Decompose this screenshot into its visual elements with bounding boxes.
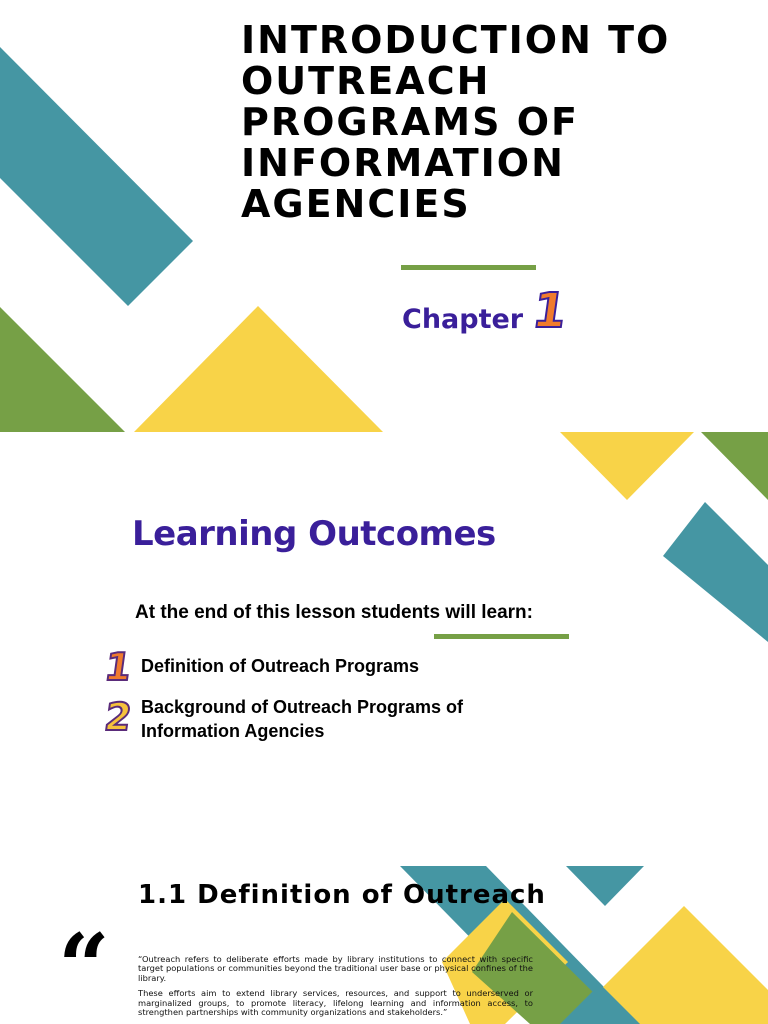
title-line: AGENCIES: [241, 182, 471, 226]
definition-quote: [138, 955, 533, 1023]
title-line: PROGRAMS OF: [241, 100, 579, 144]
teal-small-triangle: [566, 866, 644, 906]
title-line: INFORMATION: [241, 141, 565, 185]
quote-paragraph: “Outreach refers to deliberate efforts made by library institutions to connect with specific target populations or communities beyond the traditional user base or physical confines of the library.: [138, 954, 533, 983]
outcome-number-2: 2: [101, 695, 135, 739]
outcome-text: Definition of Outreach Programs: [141, 656, 420, 676]
title-slide: [0, 0, 768, 432]
title-line: OUTREACH: [241, 59, 491, 103]
learning-outcomes-slide: [0, 432, 768, 864]
quote-paragraph: These efforts aim to extend library services, resources, and support to underserved or marginalized groups, to promote literacy, lifelong learning and information access, to strengthen partnerships with community organizations and stakeholders.”: [138, 988, 533, 1018]
intro-divider: [434, 634, 569, 639]
chapter-label: [402, 283, 571, 339]
learning-outcomes-heading: Learning Outcomes: [132, 514, 496, 554]
yellow-triangle: [560, 432, 694, 500]
chapter-word: Chapter: [402, 304, 524, 335]
yellow-diamond: [598, 906, 768, 1024]
definition-slide: [0, 864, 768, 1024]
lesson-intro: At the end of this lesson students will learn:: [135, 602, 533, 623]
outcome-item: [101, 645, 420, 689]
green-triangle: [701, 432, 768, 500]
title-divider: [401, 265, 536, 270]
outcome-text: Background of Outreach Programs of Information Agencies: [141, 697, 464, 741]
chapter-number: 1: [529, 283, 571, 339]
teal-diagonal-band: [0, 47, 193, 306]
title-line: INTRODUCTION TO: [241, 18, 671, 62]
yellow-triangle: [134, 306, 383, 432]
section-heading: 1.1 Definition of Outreach: [138, 880, 546, 910]
slide-title: [241, 20, 741, 225]
outcome-number-1: 1: [101, 645, 135, 689]
quote-mark-icon: “: [58, 914, 110, 1020]
teal-diagonal-band: [663, 502, 768, 642]
outcome-item: [101, 695, 464, 743]
green-triangle: [0, 307, 125, 432]
